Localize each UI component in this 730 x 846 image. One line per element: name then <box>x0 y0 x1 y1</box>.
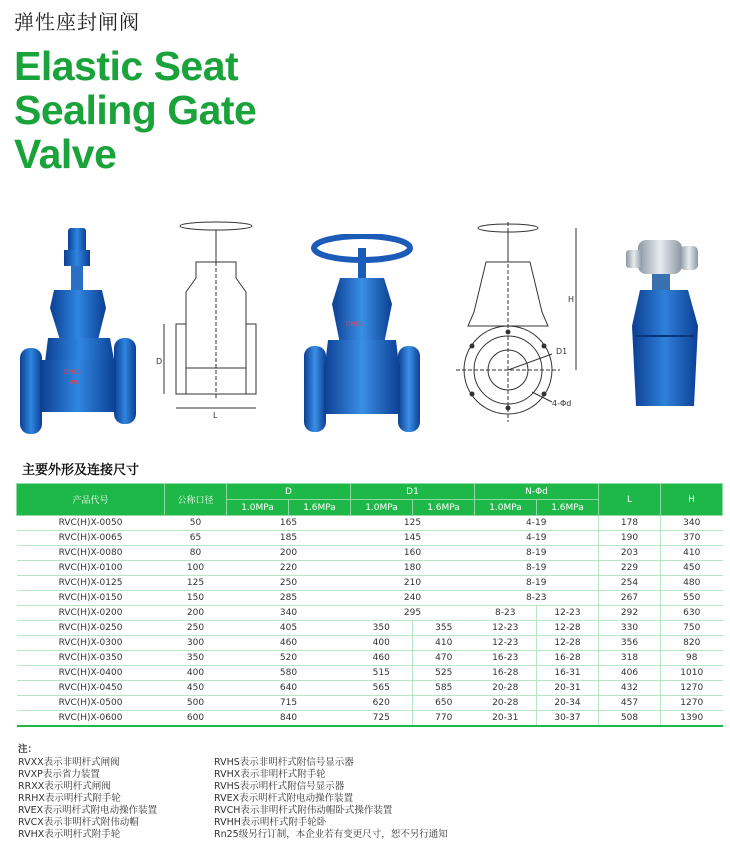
cell-dn: 400 <box>165 666 227 681</box>
cell-h: 1010 <box>661 666 723 681</box>
table-row <box>17 696 723 711</box>
note-line: RVHS表示非明杆式附信号显示器 <box>214 757 354 768</box>
cell-h: 340 <box>661 516 723 531</box>
valve-electric-photo <box>624 236 720 432</box>
table-row <box>17 621 723 636</box>
cell-h: 1270 <box>661 696 723 711</box>
cell-d: 185 <box>227 531 351 546</box>
col-header-h: H <box>661 484 723 516</box>
valve-marking-dn: DN50 <box>346 321 363 328</box>
table-row <box>17 651 723 666</box>
cell-l: 318 <box>599 651 661 666</box>
cell-d1-10: 350 <box>351 621 413 636</box>
note-line: Rn25级另行订制，本企业若有变更尺寸，恕不另行通知 <box>214 829 448 840</box>
cell-d1-10: 400 <box>351 636 413 651</box>
table-row <box>17 591 723 606</box>
cell-d1: 240 <box>351 591 475 606</box>
label-d: D <box>156 357 163 366</box>
cell-dn: 150 <box>165 591 227 606</box>
cell-d1-16: 650 <box>413 696 475 711</box>
label-bolt-holes: 4-Φd <box>552 399 572 408</box>
col-header-d: D <box>227 484 351 500</box>
col-header-d1: D1 <box>351 484 475 500</box>
cell-d: 165 <box>227 516 351 531</box>
cell-l: 203 <box>599 546 661 561</box>
note-line: RRHX表示明杆式附手轮 <box>18 793 121 804</box>
cell-nd-10: 20-31 <box>475 711 537 727</box>
note-line: RVHS表示明杆式附信号显示器 <box>214 781 345 792</box>
cell-dn: 100 <box>165 561 227 576</box>
table-row <box>17 666 723 681</box>
cell-h: 1390 <box>661 711 723 727</box>
cell-l: 356 <box>599 636 661 651</box>
cell-dn: 300 <box>165 636 227 651</box>
title-line-3: Valve <box>14 131 117 177</box>
cell-d1: 145 <box>351 531 475 546</box>
cell-d1-16: 410 <box>413 636 475 651</box>
cell-nd-10: 20-28 <box>475 681 537 696</box>
cell-d: 250 <box>227 576 351 591</box>
table-row <box>17 681 723 696</box>
cell-d1-16: 525 <box>413 666 475 681</box>
cell-d: 285 <box>227 591 351 606</box>
note-line: RRXX表示明杆式闸阀 <box>18 781 111 792</box>
cell-d: 460 <box>227 636 351 651</box>
dimensions-table <box>16 483 723 727</box>
cell-d: 405 <box>227 621 351 636</box>
cell-code: RVC(H)X-0050 <box>17 516 165 531</box>
cell-d1: 210 <box>351 576 475 591</box>
page-title-cn: 弹性座封闸阀 <box>14 10 140 34</box>
col-header-code: 产品代号 <box>17 484 165 516</box>
dimensions-table-body <box>17 516 723 727</box>
cell-l: 292 <box>599 606 661 621</box>
table-row <box>17 561 723 576</box>
cell-nd-16: 20-31 <box>537 681 599 696</box>
cell-d1-10: 460 <box>351 651 413 666</box>
cell-nd-16: 16-28 <box>537 651 599 666</box>
cell-nd-16: 12-23 <box>537 606 599 621</box>
cell-d1-16: 470 <box>413 651 475 666</box>
cell-h: 370 <box>661 531 723 546</box>
cell-h: 630 <box>661 606 723 621</box>
cell-l: 229 <box>599 561 661 576</box>
note-line: RVXX表示非明杆式闸阀 <box>18 757 120 768</box>
cell-d1-16: 355 <box>413 621 475 636</box>
valve-front-drawing <box>456 222 588 428</box>
cell-nd-16: 16-31 <box>537 666 599 681</box>
subheader-pressure: 1.6MPa <box>537 500 599 516</box>
cell-nd-10: 16-23 <box>475 651 537 666</box>
cell-l: 190 <box>599 531 661 546</box>
cell-dn: 200 <box>165 606 227 621</box>
label-l: L <box>213 411 218 420</box>
cell-h: 820 <box>661 636 723 651</box>
cell-d1-10: 620 <box>351 696 413 711</box>
cell-nd-16: 12-28 <box>537 621 599 636</box>
subheader-pressure: 1.0MPa <box>227 500 289 516</box>
cell-nd-16: 20-34 <box>537 696 599 711</box>
cell-dn: 600 <box>165 711 227 727</box>
cell-l: 508 <box>599 711 661 727</box>
subheader-pressure: 1.6MPa <box>413 500 475 516</box>
cell-l: 330 <box>599 621 661 636</box>
cell-nd: 4-19 <box>475 531 599 546</box>
cell-l: 406 <box>599 666 661 681</box>
title-line-1: Elastic Seat <box>14 43 239 89</box>
cell-d1: 160 <box>351 546 475 561</box>
cell-code: RVC(H)X-0250 <box>17 621 165 636</box>
cell-h: 550 <box>661 591 723 606</box>
table-row <box>17 546 723 561</box>
cell-d1: 295 <box>351 606 475 621</box>
cell-h: 750 <box>661 621 723 636</box>
note-line: RVEX表示明杆式附电动操作装置 <box>214 793 354 804</box>
table-title: 主要外形及连接尺寸 <box>22 463 140 478</box>
cell-d: 640 <box>227 681 351 696</box>
col-header-l: L <box>599 484 661 516</box>
cell-l: 432 <box>599 681 661 696</box>
notes-col1 <box>18 744 157 841</box>
label-h: H <box>568 295 575 304</box>
cell-h: 450 <box>661 561 723 576</box>
table-row <box>17 576 723 591</box>
cell-dn: 500 <box>165 696 227 711</box>
notes-heading: 注： <box>18 744 38 755</box>
cell-code: RVC(H)X-0200 <box>17 606 165 621</box>
cell-d1-10: 725 <box>351 711 413 727</box>
valve-marking-pn: PN <box>70 380 78 386</box>
cell-nd-16: 12-28 <box>537 636 599 651</box>
cell-code: RVC(H)X-0150 <box>17 591 165 606</box>
cell-dn: 65 <box>165 531 227 546</box>
cell-code: RVC(H)X-0450 <box>17 681 165 696</box>
cell-h: 480 <box>661 576 723 591</box>
cell-nd-10: 12-23 <box>475 636 537 651</box>
cell-h: 98 <box>661 651 723 666</box>
valve-side-drawing <box>156 218 274 424</box>
table-row <box>17 636 723 651</box>
cell-h: 410 <box>661 546 723 561</box>
cell-d: 220 <box>227 561 351 576</box>
cell-nd-10: 20-28 <box>475 696 537 711</box>
note-line: RVHX表示非明杆式附手轮 <box>214 769 326 780</box>
cell-d1-10: 515 <box>351 666 413 681</box>
table-row <box>17 606 723 621</box>
cell-nd-16: 30-37 <box>537 711 599 727</box>
cell-d: 580 <box>227 666 351 681</box>
notes-col2 <box>214 757 448 841</box>
cell-code: RVC(H)X-0100 <box>17 561 165 576</box>
cell-d1: 180 <box>351 561 475 576</box>
cell-nd: 4-19 <box>475 516 599 531</box>
cell-nd: 8-19 <box>475 561 599 576</box>
cell-code: RVC(H)X-0065 <box>17 531 165 546</box>
cell-nd-10: 8-23 <box>475 606 537 621</box>
cell-nd: 8-19 <box>475 546 599 561</box>
cell-d1: 125 <box>351 516 475 531</box>
label-d1: D1 <box>556 347 568 356</box>
product-images <box>0 214 730 446</box>
cell-l: 267 <box>599 591 661 606</box>
cell-d1-16: 770 <box>413 711 475 727</box>
note-line: RVXP表示省力装置 <box>18 769 100 780</box>
page-title-en <box>14 44 334 176</box>
cell-dn: 350 <box>165 651 227 666</box>
note-line: RVEX表示明杆式附电动操作装置 <box>18 805 158 816</box>
subheader-pressure: 1.6MPa <box>289 500 351 516</box>
table-row <box>17 516 723 531</box>
col-header-nd: N-Φd <box>475 484 599 500</box>
cell-dn: 50 <box>165 516 227 531</box>
note-line: RVCH表示非明杆式附伟动帽卧式操作装置 <box>214 805 393 816</box>
cell-d1-16: 585 <box>413 681 475 696</box>
cell-d: 715 <box>227 696 351 711</box>
cell-d: 340 <box>227 606 351 621</box>
cell-dn: 125 <box>165 576 227 591</box>
cell-code: RVC(H)X-0400 <box>17 666 165 681</box>
cell-dn: 80 <box>165 546 227 561</box>
table-row <box>17 711 723 727</box>
valve-cap-photo <box>18 220 140 442</box>
note-line: RVHH表示明杆式附手轮卧 <box>214 817 327 828</box>
cell-code: RVC(H)X-0350 <box>17 651 165 666</box>
cell-d: 520 <box>227 651 351 666</box>
subheader-pressure: 1.0MPa <box>475 500 537 516</box>
cell-l: 254 <box>599 576 661 591</box>
cell-code: RVC(H)X-0125 <box>17 576 165 591</box>
valve-marking-dn: DN50 <box>64 369 81 376</box>
cell-code: RVC(H)X-0500 <box>17 696 165 711</box>
cell-d: 200 <box>227 546 351 561</box>
cell-nd-10: 12-23 <box>475 621 537 636</box>
cell-l: 457 <box>599 696 661 711</box>
subheader-pressure: 1.0MPa <box>351 500 413 516</box>
note-line: RVCX表示非明杆式附伟动帽 <box>18 817 139 828</box>
cell-nd: 8-23 <box>475 591 599 606</box>
col-header-dn: 公称口径 <box>165 484 227 516</box>
cell-dn: 250 <box>165 621 227 636</box>
cell-code: RVC(H)X-0300 <box>17 636 165 651</box>
cell-h: 1270 <box>661 681 723 696</box>
cell-d1-10: 565 <box>351 681 413 696</box>
cell-nd-10: 16-28 <box>475 666 537 681</box>
cell-l: 178 <box>599 516 661 531</box>
cell-code: RVC(H)X-0600 <box>17 711 165 727</box>
cell-code: RVC(H)X-0080 <box>17 546 165 561</box>
title-line-2: Sealing Gate <box>14 87 257 133</box>
cell-nd: 8-19 <box>475 576 599 591</box>
table-row <box>17 531 723 546</box>
note-line: RVHX表示明杆式附手轮 <box>18 829 121 840</box>
cell-dn: 450 <box>165 681 227 696</box>
valve-handwheel-photo <box>300 234 422 442</box>
cell-d: 840 <box>227 711 351 727</box>
